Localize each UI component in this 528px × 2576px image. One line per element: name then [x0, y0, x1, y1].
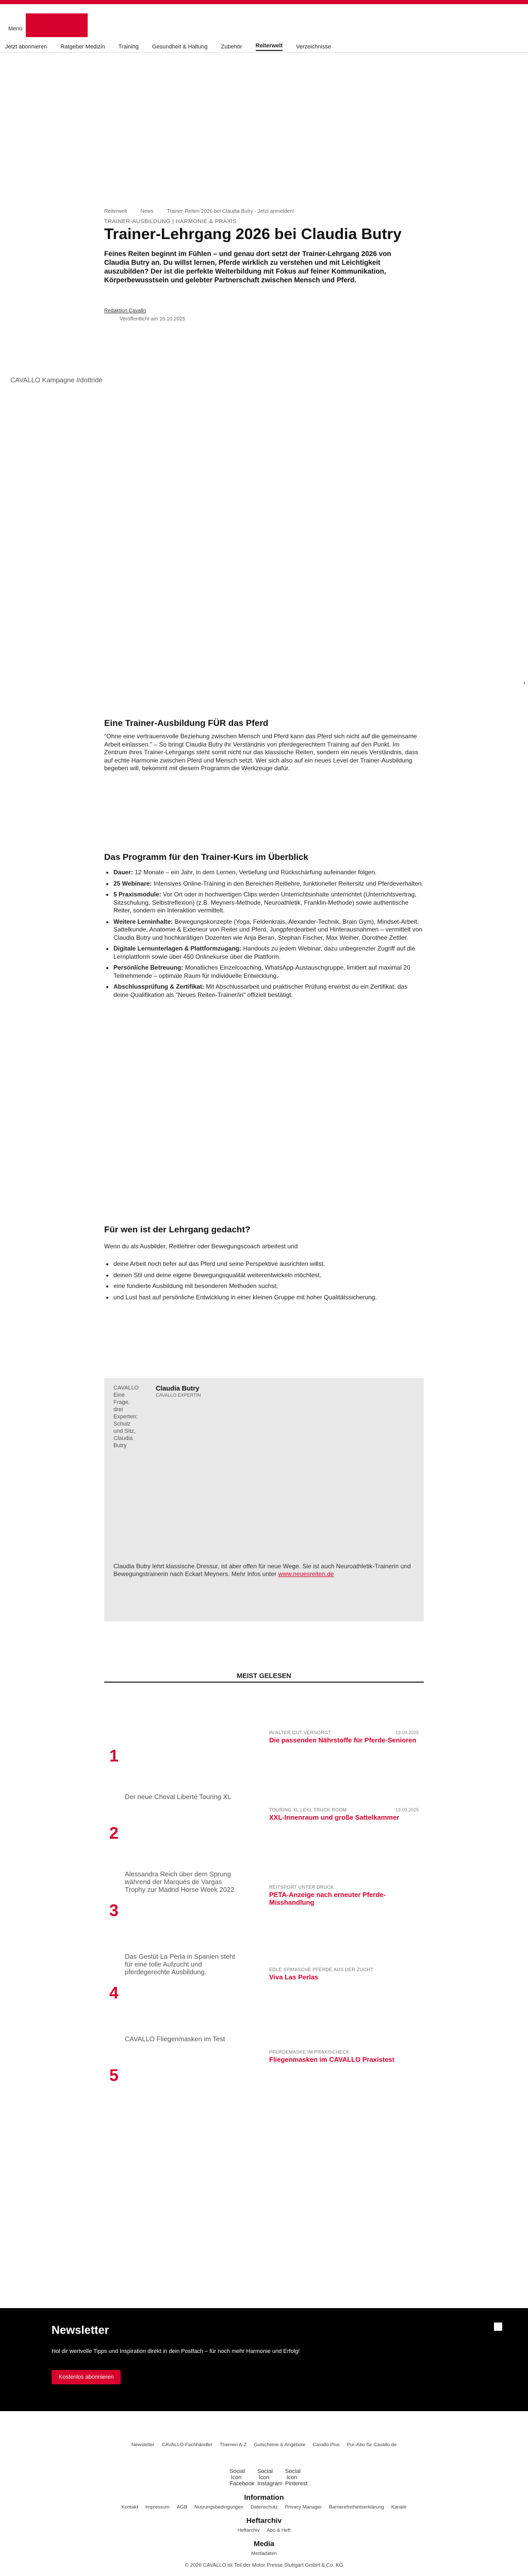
nav-item-subscribe[interactable]: Jetzt abonnieren — [5, 43, 47, 50]
footer-link[interactable]: Privacy Manager — [285, 2504, 322, 2510]
subscribe-button[interactable]: Kostenlos abonnieren — [52, 2370, 121, 2384]
footer-link[interactable]: Themen A-Z — [220, 2442, 247, 2448]
list-item: • und Lust hast auf persönliche Entwicklung in einer kleinen Gruppe mit hoher Qualitätssicherung. — [113, 1294, 424, 1302]
most-read-item[interactable] — [104, 2035, 424, 2092]
list-item: • Abschlussprüfung & Zertifikat: Mit Abschlussarbeit und praktischer Prüfung erwirbst du ein Zertifikat, das deine Qualifikation als "Neues Reiten-Trainer/in" offiziell bestätigt. — [113, 983, 424, 999]
section-heading: Das Programm für den Trainer-Kurs im Überblick — [104, 852, 308, 862]
breadcrumb-item[interactable]: Reiterwelt — [104, 209, 127, 214]
footer-media-links — [0, 2551, 528, 2556]
program-list — [104, 869, 424, 999]
footer-link[interactable]: Kontakt — [121, 2504, 138, 2510]
hero-image: CAVALLO Kampagne #dottride — [10, 376, 103, 384]
footer-info-links — [0, 2504, 528, 2510]
most-read-item[interactable] — [104, 1953, 424, 2009]
article-kicker: TRAINER-AUSBILDUNG | HARMONIE & PRAXIS — [104, 218, 237, 225]
item-headline[interactable]: Die passenden Nährstoffe für Pferde-Senioren — [269, 1736, 417, 1744]
footer-link[interactable]: Cavallo Plus — [312, 2442, 340, 2448]
footer-link[interactable]: Datenschutz — [251, 2504, 278, 2510]
facebook-icon[interactable]: Social Icon Facebook — [229, 2468, 255, 2487]
site-header — [0, 4, 528, 41]
section-heading: Eine Trainer-Ausbildung FÜR das Pferd — [104, 718, 269, 728]
newsletter-banner — [0, 2308, 528, 2411]
footer-link[interactable]: Heftarchiv — [237, 2528, 260, 2533]
item-headline[interactable]: PETA-Anzeige nach erneuter Pferde-Misshandlung — [269, 1891, 386, 1906]
footer-link[interactable]: CAVALLO-Fachhändler — [161, 2442, 213, 2448]
rank-number: 4 — [109, 1984, 119, 2002]
footer-link[interactable]: Abo & Heft — [267, 2528, 291, 2533]
list-item: • deine Arbeit noch tiefer auf das Pferd und seine Perspektive ausrichten willst, — [113, 1260, 424, 1268]
rank-number: 5 — [109, 2066, 119, 2084]
rank-number: 2 — [109, 1824, 119, 1842]
footer-link[interactable]: AGB — [176, 2504, 187, 2510]
breadcrumb — [99, 209, 299, 214]
most-read-title: MEIST GELESEN — [104, 1672, 424, 1683]
pinterest-icon[interactable]: Social Icon Pinterest — [285, 2468, 308, 2487]
section-2 — [104, 853, 424, 1002]
list-item: • 25 Webinare: Intensives Online-Training in den Bereichen Reitlehre, funktioneller Reitersitz und Pferdeverhalten. — [113, 880, 424, 888]
section-1 — [104, 719, 424, 773]
cavallo-logo[interactable] — [26, 13, 88, 37]
footer-help-links — [0, 2528, 528, 2533]
expert-image: CAVALLO Eine Frage, drei Experten: Schulz und Sitz, Claudia Butry — [113, 1385, 139, 1449]
menu-button[interactable]: Menü — [8, 26, 23, 32]
copyright: © 2026 CAVALLO ist Teil der Motor Presse Stuttgart GmbH & Co. KG — [185, 2563, 343, 2568]
expert-link[interactable]: www.neuesreiten.de — [278, 1570, 334, 1578]
list-item: • deinen Stil und deine eigene Bewegungsqualität weiterentwickeln möchtest, — [113, 1272, 424, 1280]
list-item: • Digitale Lernunterlagen & Plattformzugang: Handouts zu jedem Webinar, dazu unbegrenzter Zugriff auf die Lernplattform sowie über 450 Onlinekurse über die Plattform. — [113, 945, 424, 961]
top-accent-bar — [0, 0, 528, 4]
thumbnail[interactable]: Das Gestüt La Perla in Spanien steht für eine tolle Aufzucht und pferdegerechte Ausbildung. — [125, 1953, 235, 1976]
thumbnail[interactable]: CAVALLO Fliegenmasken im Test — [125, 2035, 225, 2043]
nav-item-medicine[interactable]: Ratgeber Medizin — [60, 43, 105, 50]
item-category: REITSPORT UNTER DRUCK — [269, 1885, 334, 1890]
instagram-icon[interactable]: Social Icon Instagram — [257, 2468, 283, 2487]
footer-heading: Media — [254, 2539, 274, 2548]
footer-heading: Information — [244, 2493, 284, 2501]
nav-item-health[interactable]: Gesundheit & Haltung — [152, 43, 208, 50]
footer-link[interactable]: Gutscheine & Angebote — [254, 2442, 306, 2448]
item-headline[interactable]: XXL-Innenraum und große Sattelkammer — [269, 1814, 400, 1821]
thumbnail[interactable]: Der neue Cheval Liberté Touring XL — [125, 1793, 232, 1801]
most-read-item[interactable] — [104, 1716, 424, 1772]
list-item: • Dauer: 12 Monate – ein Jahr, in dem Lernen, Vertiefung und Rückschärfung aufeinander folgen. — [113, 869, 424, 877]
page-title: Trainer-Lehrgang 2026 bei Claudia Butry — [104, 226, 402, 243]
section-heading: Für wen ist der Lehrgang gedacht? — [104, 1225, 251, 1234]
expert-role: CAVALLO EXPERTIN — [156, 1393, 201, 1398]
item-headline[interactable]: Viva Las Perlas — [269, 1973, 319, 1981]
footer-link[interactable]: Pur-Abo für Cavallo.de — [347, 2442, 397, 2448]
close-icon[interactable] — [494, 2323, 502, 2331]
footer-link[interactable]: Newsletter — [131, 2442, 155, 2448]
chevron-right-icon[interactable]: › — [523, 679, 525, 686]
footer-link[interactable]: Impressum — [145, 2504, 170, 2510]
footer-heading: Heftarchiv — [246, 2516, 282, 2524]
item-headline[interactable]: Fliegenmasken im CAVALLO Praxistest — [269, 2056, 394, 2063]
most-read-item[interactable] — [104, 1870, 424, 1927]
nav-item-reiterwelt[interactable]: Reiterwelt — [256, 43, 283, 51]
site-footer — [0, 2442, 528, 2576]
nav-item-directories[interactable]: Verzeichnisse — [296, 43, 331, 50]
section-3 — [104, 1225, 424, 1304]
item-date: 19.09.2025 — [395, 1807, 419, 1812]
audience-list — [104, 1260, 424, 1301]
rank-number: 3 — [109, 1901, 119, 1920]
footer-link[interactable]: Kanäle — [391, 2504, 407, 2510]
newsletter-title: Newsletter — [52, 2324, 109, 2336]
nav-item-training[interactable]: Training — [118, 43, 139, 50]
expert-bio: Claudia Butry lehrt klassische Dressur, ist aber offen für neue Wege. Sie ist auch Neuroathletik-Trainerin und Bewegungstrainerin nach Eckart Meyners. Mehr Infos unter www.neuesreiten.de — [113, 1563, 411, 1578]
list-item: • 5 Praxismodule: Vor Ort oder in hochwertigen Clips werden Unterrichtsinhalte unterrichtet (Unterrichtsvertrag, Sitzschulung, Selbstreflexion) (z.B. Meyners-Methode, Neuroathletik, Franklin-Methode) sowie authentische Reiter, sondern ein Interaktion vermittelt. — [113, 891, 424, 915]
footer-top-links — [0, 2442, 528, 2448]
breadcrumb-item[interactable]: News — [140, 209, 154, 214]
author-link[interactable]: Redaktion Cavallo — [104, 308, 146, 314]
list-item: • Persönliche Betreuung: Monatliches Einzelcoaching, WhatsApp-Austauschgruppe, limitiert auf maximal 20 Teilnehmende – optimale Raum für individuelle Entwicklung. — [113, 964, 424, 980]
list-item: • Weitere Lerninhalte: Bewegungskonzepte (Yoga, Feldenkrais, Alexander-Technik, Brain Gym), Mindset-Arbeit, Sattelkunde, Anatomie & Exterieur von Reiter und Pferd, Jungpferdearbeit und Hinterausnahmen – vermittelt von Claudia Butry und hochkarätigen Dozenten wie Anja Beran, Stephan Fischer, Max Weiher, Dorothee Zettler. — [113, 918, 424, 942]
breadcrumb-item: Trainer-Reiten 2026 bei Claudia Butry - Jetzt anmelden! — [167, 209, 294, 214]
thumbnail[interactable]: Alessandra Reich über dem Sprung während der Marqués de Vargas Trophy zur Madrid Horse Week 2022 — [125, 1870, 235, 1893]
item-category: PFERDEMASKE IM PRAXISCHECK — [269, 2049, 350, 2055]
main-nav — [0, 41, 528, 53]
item-date: 19.09.2025 — [395, 1730, 419, 1735]
nav-item-accessories[interactable]: Zubehör — [221, 43, 242, 50]
newsletter-text: Hol dir wertvolle Tipps und Inspiration direkt in dein Postfach – für noch mehr Harmonie und Erfolg! — [52, 2348, 300, 2354]
expert-callout — [104, 1378, 424, 1621]
section-text: Wenn du als Ausbilder, Reitlehrer oder Bewegungscoach arbeitest und — [104, 1243, 298, 1250]
list-item: • eine fundierte Ausbildung mit besonderen Methoden suchst, — [113, 1282, 424, 1291]
item-category: TOURING XL | EKL TRUCK ROOM — [269, 1807, 347, 1812]
publish-date: Veröffentlicht am 16.10.2025 — [120, 316, 186, 322]
section-text: "Ohne eine vertrauensvolle Beziehung zwischen Mensch und Pferd kann das Pferd sich nicht auf die gemeinsame Arbeit einlassen." – So bringt Claudia Butry ihr Verständnis von pferdegerechtem Training auf den Punkt. Im Zentrum ihres Trainer-Lehrgangs steht somit nicht nur das klassische Reiten, sondern ein neues Verständnis, dass auf echte Harmonie zwischen Pferd und Mensch setzt. Wer sich also auf ein neues Level der Trainer-Ausbildung begeben will, bekommt mit diesem Programm die Werkzeuge dafür. — [104, 733, 418, 772]
footer-link[interactable]: Mediadaten — [251, 2551, 277, 2556]
item-category: IN ALTER GUT VERSORGT — [269, 1730, 331, 1735]
most-read-item[interactable] — [104, 1793, 424, 1850]
rank-number: 1 — [109, 1747, 119, 1765]
social-links — [0, 2468, 528, 2487]
footer-link[interactable]: Nutzungsbedingungen — [194, 2504, 243, 2510]
item-category: EDLE SPANISCHE PFERDE AUS DER ZUCHT — [269, 1967, 373, 1972]
article-lead: Feines Reiten beginnt im Fühlen – und genau dort setzt der Trainer-Lehrgang 2026 von Claudia Butry an. Du willst lernen, Pferde wirklich zu verstehen und mit Leichtigkeit auszubilden? Der ist die perfekte Weiterbildung mit Fokus auf feiner Kommunikation, Körperbewusstsein und gelebter Partnerschaft zwischen Mensch und Pferd. — [104, 250, 391, 284]
footer-link[interactable]: Barrierefreiheitserklärung — [329, 2504, 384, 2510]
expert-name: Claudia Butry — [156, 1384, 200, 1392]
